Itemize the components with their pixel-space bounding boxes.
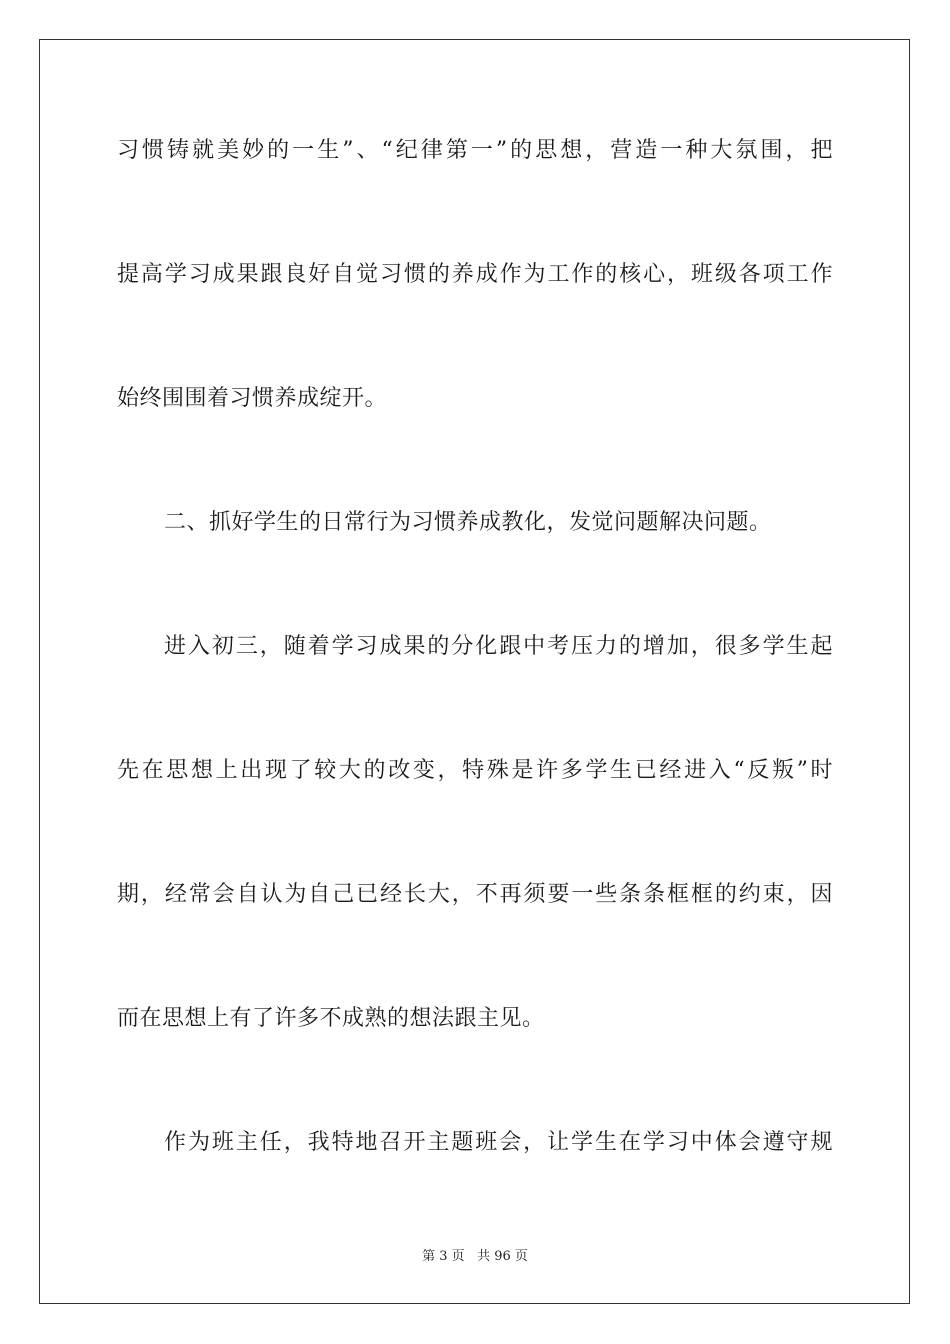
page-footer: [0, 1248, 950, 1266]
page-total: 共 96 页: [477, 1249, 528, 1264]
text-line: 作为班主任，我特地召开主题班会，让学生在学习中体会遵守规: [164, 1130, 833, 1155]
page-border: [39, 39, 910, 1304]
page-number: 第 3 页: [422, 1249, 465, 1264]
text-line: 进入初三，随着学习成果的分化跟中考压力的增加，很多学生起: [164, 634, 833, 659]
text-line: 先在思想上出现了较大的改变，特殊是许多学生已经进入“反叛”时: [117, 758, 833, 783]
text-line: 习惯铸就美妙的一生”、“纪律第一”的思想，营造一种大氛围，把: [117, 138, 833, 163]
text-line: 始终围围着习惯养成绽开。: [117, 386, 388, 411]
text-line: 而在思想上有了许多不成熟的想法跟主见。: [117, 1006, 545, 1031]
text-line: 提高学习成果跟良好自觉习惯的养成作为工作的核心，班级各项工作: [117, 262, 833, 287]
section-heading: 二、抓好学生的日常行为习惯养成教化，发觉问题解决问题。: [164, 510, 772, 535]
text-line: 期，经常会自认为自己已经长大，不再须要一些条条框框的约束，因: [117, 882, 833, 907]
